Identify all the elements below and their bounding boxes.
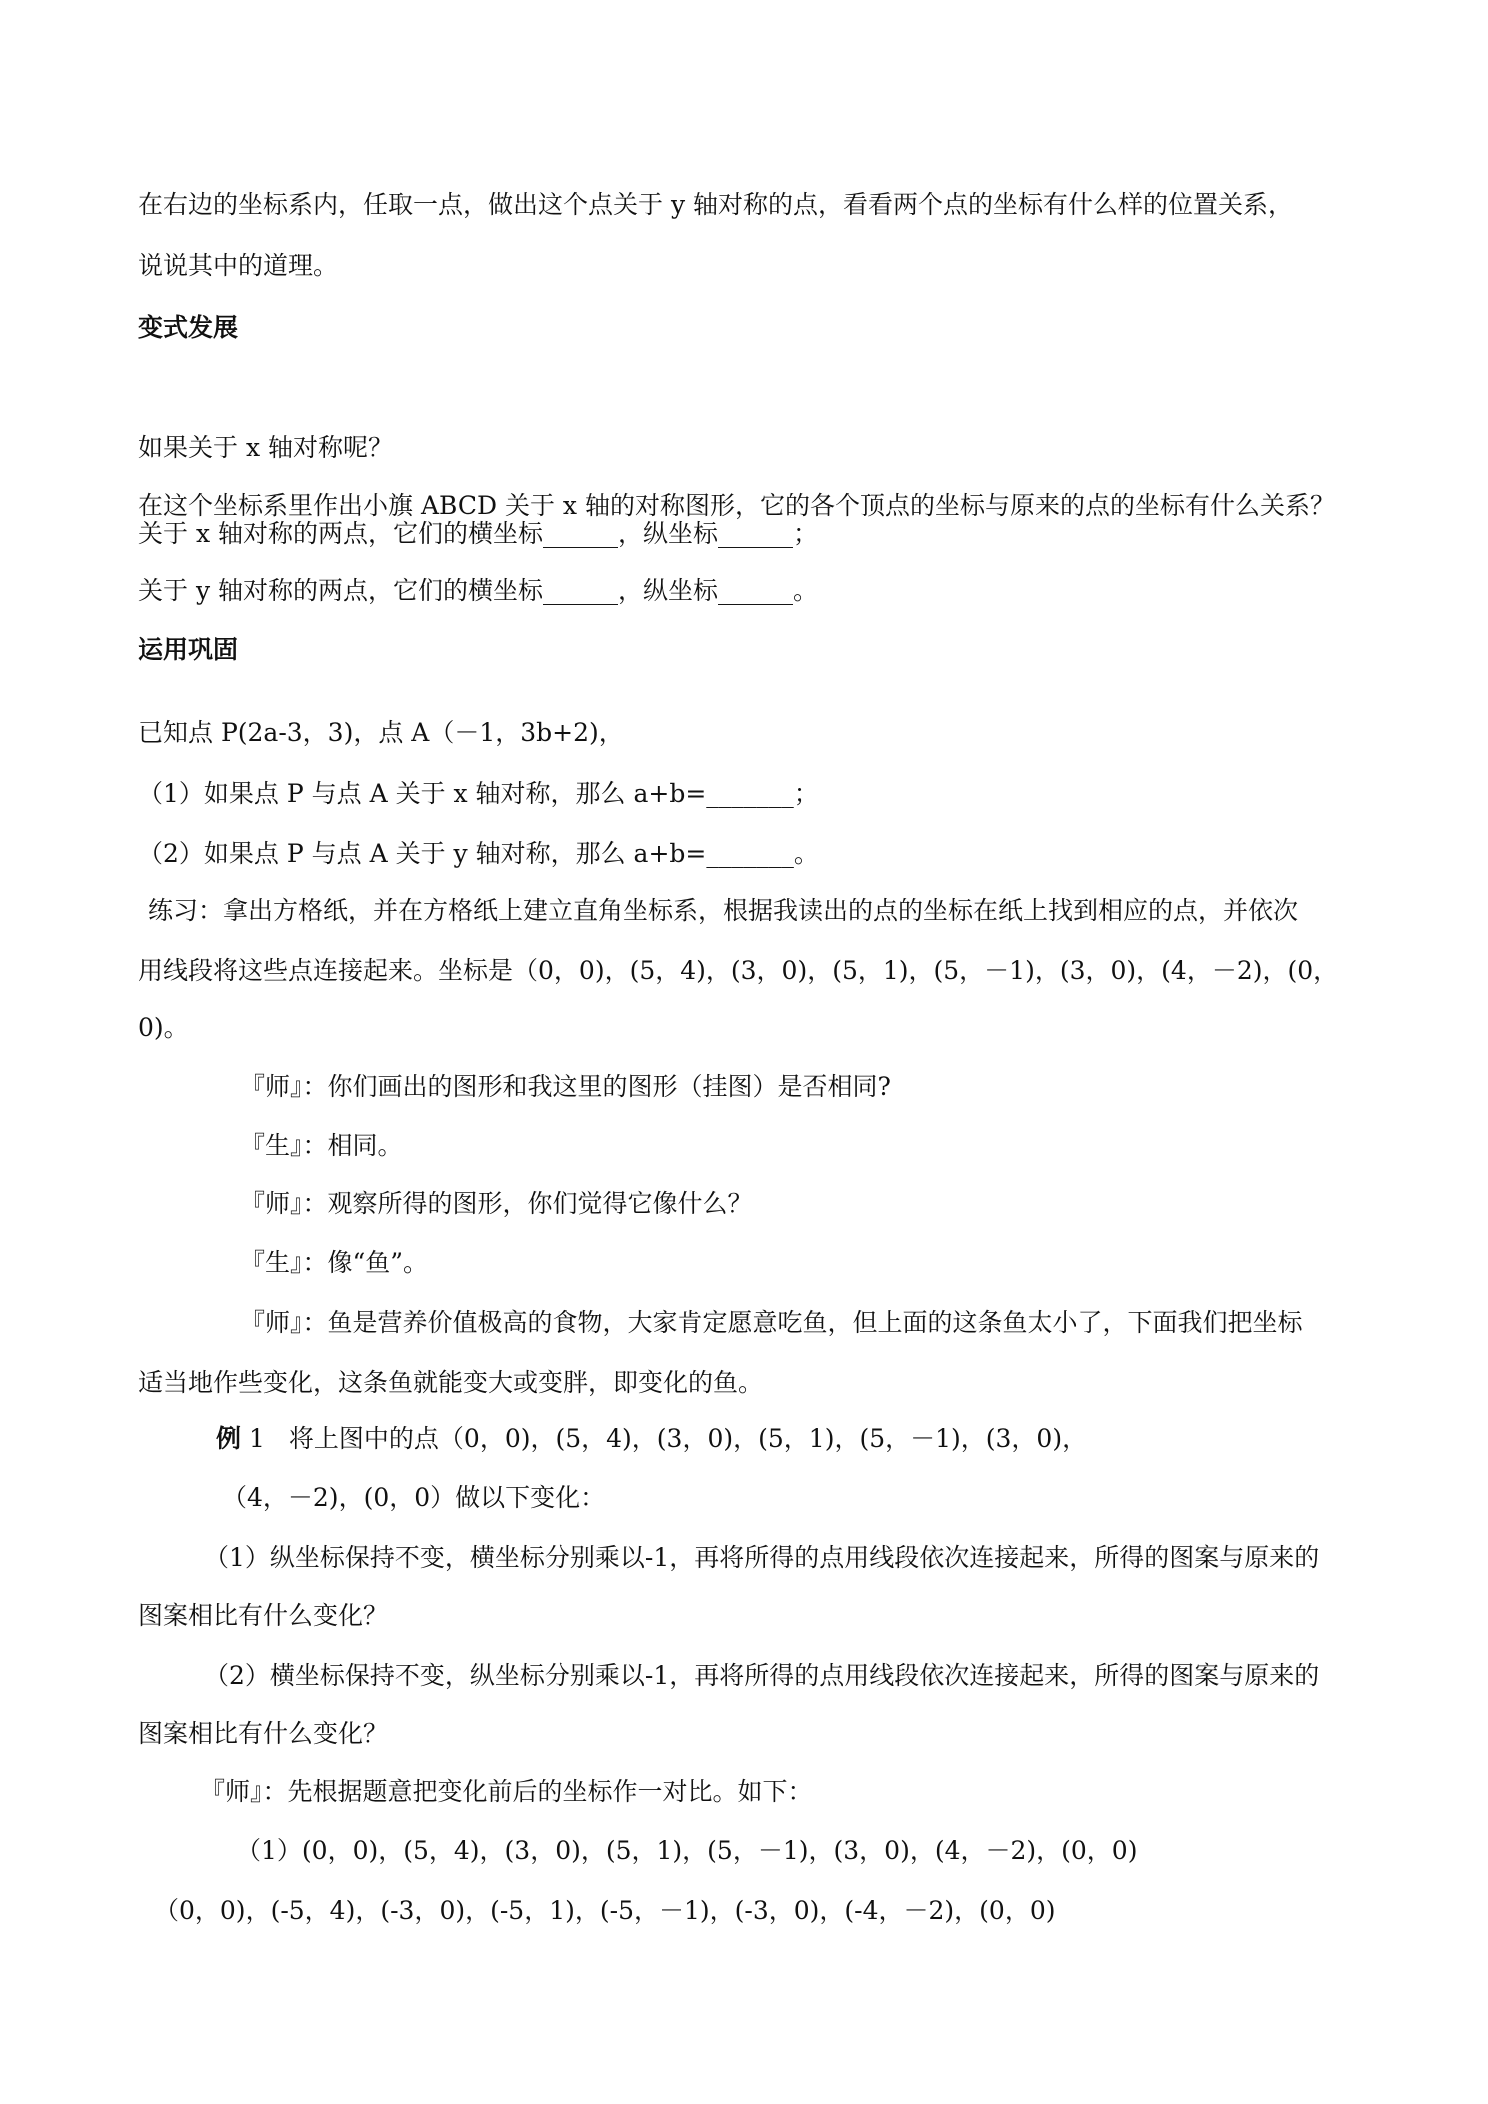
fill-blank-x-axis: 关于 x 轴对称的两点，它们的横坐标______，纵坐标______； [138,519,818,548]
dialog-line-6: 适当地作些变化，这条鱼就能变大或变胖，即变化的鱼。 [138,1368,764,1397]
intro-line-1: 在右边的坐标系内，任取一点，做出这个点关于 y 轴对称的点，看看两个点的坐标有什么样的位置关系， [138,190,1294,219]
coords-transformed: （0，0)，(-5，4)，(-3，0)，(-5，1)，(-5，－1)，(-3，0)，(-4，－2)，(0，0) [154,1896,1056,1925]
practice-line-1: 练习：拿出方格纸，并在方格纸上建立直角坐标系，根据我读出的点的坐标在纸上找到相应的点，并依次 [148,896,1299,925]
teacher-comparison: 『师』：先根据题意把变化前后的坐标作一对比。如下： [200,1777,813,1806]
example-q2-line-1: （2）横坐标保持不变，纵坐标分别乘以-1，再将所得的点用线段依次连接起来，所得的图案与原来的 [204,1661,1320,1690]
example-q1-line-1: （1）纵坐标保持不变，横坐标分别乘以-1，再将所得的点用线段依次连接起来，所得的图案与原来的 [204,1543,1320,1572]
question-flag-abcd: 在这个坐标系里作出小旗 ABCD 关于 x 轴的对称图形，它的各个顶点的坐标与原来的点的坐标有什么关系？ [138,491,1335,520]
example-label: 例 [216,1424,242,1453]
coords-original: （1）(0，0)，(5，4)，(3，0)，(5，1)，(5，－1)，(3，0)，(4，－2)，(0，0) [236,1836,1138,1865]
question-x-axis: 如果关于 x 轴对称呢？ [138,433,393,462]
example-text-1: 将上图中的点（0，0)，(5，4)，(3，0)，(5，1)，(5，－1)，(3，0)， [288,1424,1088,1453]
section-heading-practice: 运用巩固 [138,635,239,664]
example-line-1 [216,1422,1087,1456]
example-q2-line-2: 图案相比有什么变化？ [138,1719,389,1748]
problem-1: （1）如果点 P 与点 A 关于 x 轴对称，那么 a+b=_______； [138,779,819,808]
given-points: 已知点 P(2a-3，3)，点 A（－1，3b+2)， [138,718,624,747]
section-heading-variation: 变式发展 [138,313,239,342]
dialog-line-3: 『师』：观察所得的图形，你们觉得它像什么？ [240,1189,753,1218]
example-q1-line-2: 图案相比有什么变化？ [138,1601,389,1630]
dialog-line-5: 『师』：鱼是营养价值极高的食物，大家肯定愿意吃鱼，但上面的这条鱼太小了，下面我们把坐标 [240,1308,1303,1337]
dialog-line-1: 『师』：你们画出的图形和我这里的图形（挂图）是否相同? [240,1072,891,1101]
problem-2: （2）如果点 P 与点 A 关于 y 轴对称，那么 a+b=_______。 [138,839,819,868]
intro-line-2: 说说其中的道理。 [138,251,339,280]
fill-blank-y-axis: 关于 y 轴对称的两点，它们的横坐标______，纵坐标______。 [138,576,819,605]
practice-line-2: 用线段将这些点连接起来。坐标是（0，0)，(5，4)，(3，0)，(5，1)，(5，－1)，(3，0)，(4，－2)，(0， [138,956,1339,985]
dialog-line-4: 『生』：像“鱼”。 [240,1248,429,1277]
example-number: 1 [249,1424,265,1453]
practice-line-3: 0)。 [138,1013,189,1042]
dialog-line-2: 『生』：相同。 [240,1131,403,1160]
example-line-2: （4，－2)，(0，0）做以下变化： [222,1483,606,1512]
